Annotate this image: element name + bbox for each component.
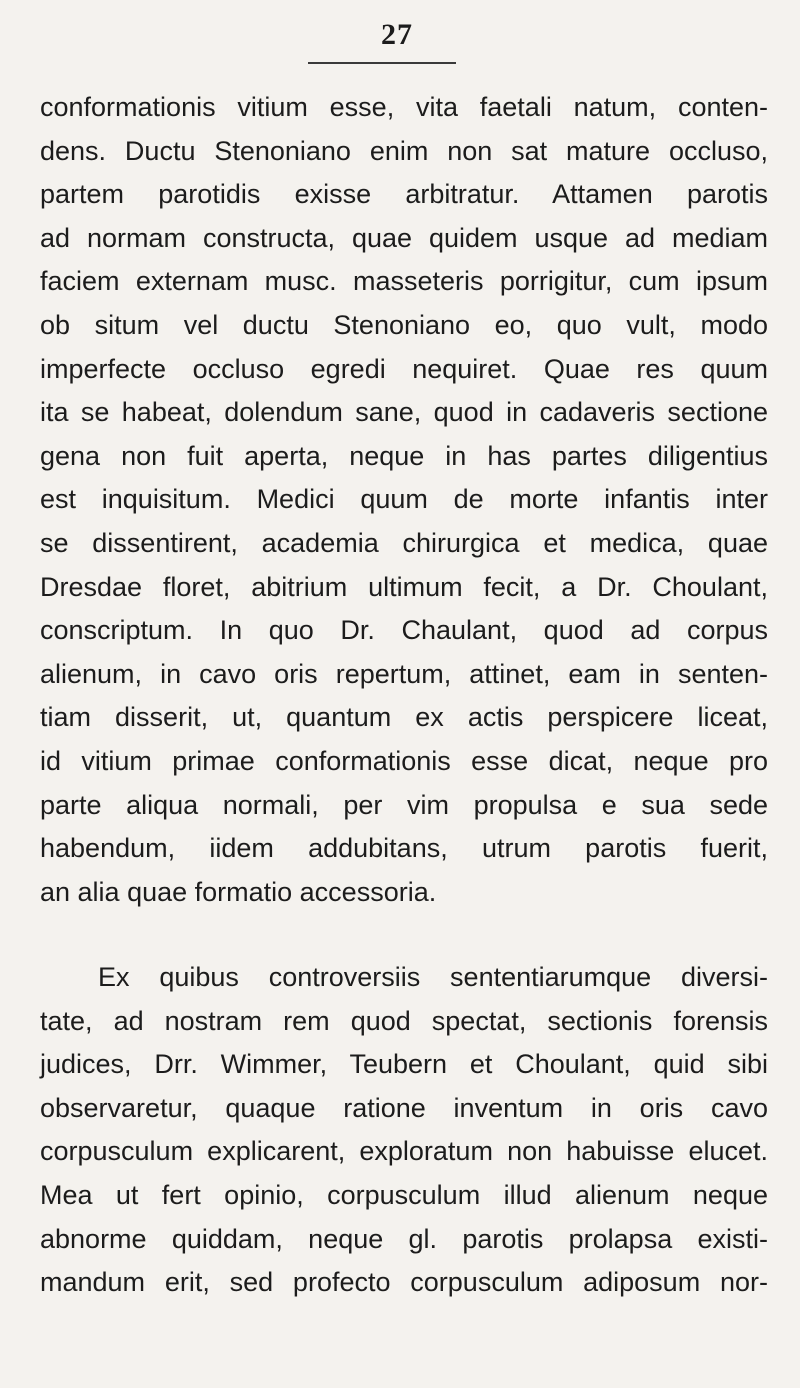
- text-line: ob situm vel ductu Stenoniano eo, quo vult, modo: [40, 309, 768, 340]
- text-line: mandum erit, sed profecto corpusculum adiposum nor-: [40, 1267, 768, 1298]
- text-line: habendum, iidem addubitans, utrum parotis fuerit,: [40, 833, 768, 864]
- text-line: an alia quae formatio accessoria.: [40, 876, 437, 907]
- text-line: id vitium primae conformationis esse dicat, neque pro: [40, 745, 768, 776]
- text-line: tate, ad nostram rem quod spectat, sectionis forensis: [40, 1005, 768, 1036]
- text-line: Dresdae floret, abitrium ultimum fecit, a Dr. Choulant,: [40, 571, 768, 602]
- header-rule: [308, 62, 456, 64]
- text-line: dens. Ductu Stenoniano enim non sat mature occluso,: [40, 135, 768, 166]
- text-line: conformationis vitium esse, vita faetali natum, conten-: [40, 92, 768, 122]
- text-line: gena non fuit aperta, neque in has partes diligentius: [40, 440, 768, 471]
- text-line: imperfecte occluso egredi nequiret. Quae res quum: [40, 353, 768, 384]
- text-line: Ex quibus controversiis sententiarumque diversi-: [98, 962, 768, 992]
- text-line: est inquisitum. Medici quum de morte infantis inter: [40, 484, 768, 515]
- text-line: alienum, in cavo oris repertum, attinet, eam in senten-: [40, 658, 768, 689]
- text-line: faciem externam musc. masseteris porrigitur, cum ipsum: [40, 266, 768, 297]
- text-line: abnorme quiddam, neque gl. parotis prolapsa existi-: [40, 1223, 768, 1254]
- paragraph-2: [40, 956, 768, 1305]
- text-line: tiam disserit, ut, quantum ex actis perspicere liceat,: [40, 702, 768, 733]
- paragraph-1: [40, 86, 768, 914]
- text-line: corpusculum explicarent, exploratum non habuisse elucet.: [40, 1136, 768, 1167]
- text-line: observaretur, quaque ratione inventum in oris cavo: [40, 1092, 768, 1123]
- text-line: judices, Drr. Wimmer, Teubern et Choulant, quid sibi: [40, 1049, 768, 1080]
- text-line: Mea ut fert opinio, corpusculum illud alienum neque: [40, 1179, 768, 1210]
- text-line: partem parotidis exisse arbitratur. Attamen parotis: [40, 179, 768, 210]
- text-line: conscriptum. In quo Dr. Chaulant, quod ad corpus: [40, 615, 768, 646]
- text-line: parte aliqua normali, per vim propulsa e sua sede: [40, 789, 768, 820]
- text-line: se dissentirent, academia chirurgica et medica, quae: [40, 527, 768, 558]
- page-number: 27: [381, 18, 413, 51]
- text-line: ad normam constructa, quae quidem usque ad mediam: [40, 222, 768, 253]
- text-line: ita se habeat, dolendum sane, quod in cadaveris sectione: [40, 397, 768, 428]
